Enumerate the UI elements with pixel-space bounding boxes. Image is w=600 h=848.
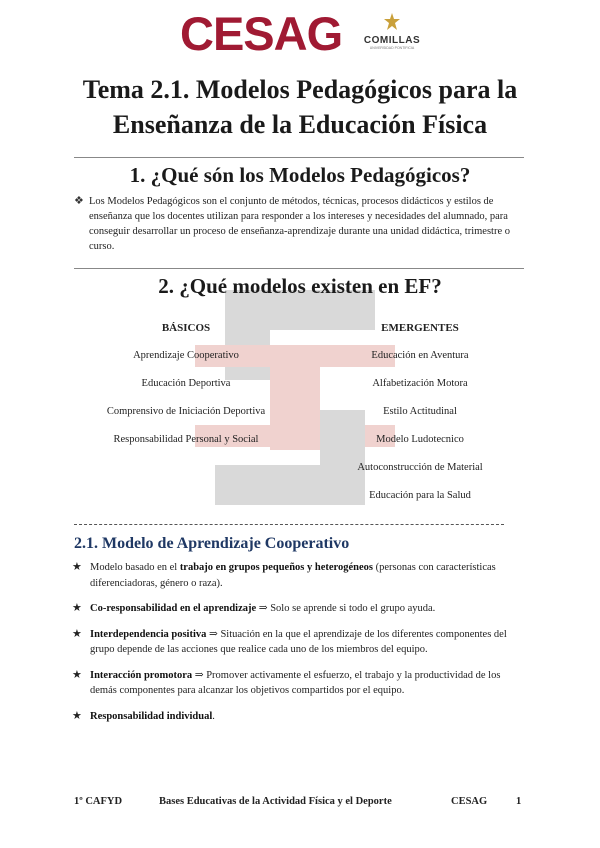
partner-name: COMILLAS: [363, 35, 421, 46]
divider: [74, 157, 524, 158]
emerging-heading: EMERGENTES: [381, 322, 459, 334]
footer-course: 1º CAFYD: [74, 796, 123, 807]
list-item: ★ Modelo basado en el trabajo en grupos pequeños y heterogéneos (personas con características diferenciadoras, género o raza).: [72, 561, 496, 589]
star-bullet-icon: ★: [72, 668, 82, 681]
document-title: [40, 72, 560, 142]
emerging-item: Estilo Actitudinal: [383, 406, 457, 417]
emerging-item: Educación para la Salud: [369, 490, 471, 501]
basic-item: Aprendizaje Cooperativo: [133, 350, 239, 361]
section-1-text: Los Modelos Pedagógicos son el conjunto de métodos, técnicas, procesos didácticos y estilos de enseñanza que los docentes utilizan para responder a los intereses y necesidades del alumnado, para conseguir desarrollar un proceso de enseñanza-aprendizaje durante una unidad didáctica, trimestre o curso.: [89, 196, 510, 252]
star-bullet-icon: ★: [72, 627, 82, 640]
star-bullet-icon: ★: [72, 561, 82, 573]
cooperative-features-list: [72, 560, 527, 734]
basic-item: Comprensivo de Iniciación Deportiva: [106, 406, 266, 417]
star-bullet-icon: ★: [72, 602, 82, 614]
basic-models-column: [80, 320, 292, 460]
section-1-paragraph: [74, 194, 526, 254]
partner-sub: UNIVERSIDAD PONTIFICIA: [369, 46, 415, 50]
list-item: ★ Responsabilidad individual.: [72, 709, 527, 725]
comillas-crest-icon: [381, 12, 403, 34]
basic-heading: BÁSICOS: [161, 322, 211, 334]
emerging-item: Autoconstrucción de Material: [357, 462, 483, 473]
basic-item: Educación Deportiva: [141, 378, 231, 389]
emerging-models-column: [330, 320, 510, 516]
list-item: ★ Interacción promotora ⇒ Promover activamente el esfuerzo, el trabajo y la productividad de los demás componentes para alcanzar los objetivos compartidos por el equipo.: [72, 668, 501, 696]
dashed-divider: [74, 524, 504, 525]
star-bullet-icon: ★: [72, 709, 82, 722]
basic-item: Responsabilidad Personal y Social: [113, 434, 259, 445]
subsection-heading: 2.1. Modelo de Aprendizaje Cooperativo: [74, 535, 350, 552]
diamond-bullet-icon: ❖: [74, 195, 84, 207]
section-2-heading: 2. ¿Qué modelos existen en EF?: [158, 274, 442, 298]
emerging-item: Educación en Aventura: [371, 350, 469, 361]
cesag-logo: CESAG: [180, 7, 343, 60]
title-line-2: Enseñanza de la Educación Física: [112, 110, 488, 139]
emerging-item: Alfabetización Motora: [372, 378, 468, 389]
footer-org: CESAG: [451, 796, 488, 807]
list-item: ★ Interdependencia positiva ⇒ Situación en la que el aprendizaje de los diferentes componentes del grupo depende de las acciones que realice cada uno de los miembros del equipo.: [72, 627, 507, 655]
footer-subject: Bases Educativas de la Actividad Física y el Deporte: [159, 796, 392, 807]
comillas-logo: [360, 12, 424, 50]
list-item: ★ Co-responsabilidad en el aprendizaje ⇒ Solo se aprende si todo el grupo ayuda.: [72, 601, 527, 617]
page-number: 1: [516, 796, 522, 807]
emerging-item: Modelo Ludotecnico: [376, 434, 464, 445]
title-line-1: Tema 2.1. Modelos Pedagógicos para la: [82, 75, 518, 104]
divider: [74, 268, 524, 269]
section-1-heading: 1. ¿Qué són los Modelos Pedagógicos?: [129, 163, 471, 187]
